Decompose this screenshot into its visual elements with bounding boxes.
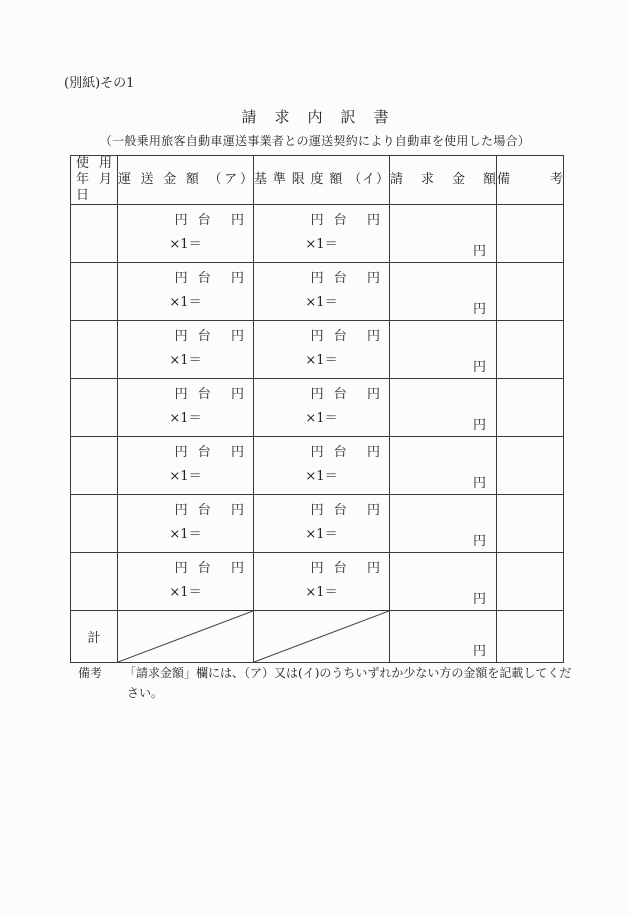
total-row (71, 611, 564, 663)
usage-date-header-line1: 使 用 (76, 156, 112, 171)
fare-units-label: 円 台 円 (174, 561, 244, 576)
document-title (0, 106, 630, 127)
claim-yen-label: 円 (472, 476, 486, 491)
fare-multiplier-label: ×1＝ (169, 585, 202, 600)
fare-units-label: 円 台 円 (174, 387, 244, 402)
remark-line1 (78, 666, 571, 680)
usage-date-cell (71, 379, 118, 437)
column-header-remarks: 備 考 (497, 156, 564, 205)
limit-amount-cell (254, 437, 390, 495)
remark-note (78, 666, 571, 701)
fare-amount-cell (118, 379, 254, 437)
column-header-fare-amount: 運 送 金 額 （ア） (118, 156, 254, 205)
remark-label: 備考 (78, 666, 103, 680)
fare-units-label: 円 台 円 (174, 271, 244, 286)
fare-units-label: 円 台 円 (174, 329, 244, 344)
diagonal-strike-line (254, 611, 389, 662)
table-row (71, 437, 564, 495)
usage-date-header-line2: 年月日 (76, 172, 112, 203)
table-row (71, 553, 564, 611)
usage-date-cell (71, 205, 118, 263)
limit-amount-cell (254, 553, 390, 611)
limit-multiplier-label: ×1＝ (305, 527, 338, 542)
claim-yen-label: 円 (472, 360, 486, 375)
fare-multiplier-label: ×1＝ (169, 527, 202, 542)
fare-multiplier-label: ×1＝ (169, 353, 202, 368)
document-title-text: 請求内訳書 (241, 108, 407, 126)
table-row (71, 379, 564, 437)
claim-amount-cell (390, 379, 497, 437)
fare-multiplier-label: ×1＝ (169, 469, 202, 484)
claim-yen-label: 円 (472, 592, 486, 607)
header-row (71, 156, 564, 205)
total-label-cell: 計 (71, 611, 118, 663)
fare-amount-cell (118, 437, 254, 495)
diagonal-strike-line (118, 611, 253, 662)
limit-multiplier-label: ×1＝ (305, 295, 338, 310)
usage-date-cell (71, 263, 118, 321)
limit-amount-cell (254, 263, 390, 321)
fare-units-label: 円 台 円 (174, 213, 244, 228)
limit-units-label: 円 台 円 (310, 503, 380, 518)
column-header-claim-amount: 請 求 金 額 (390, 156, 497, 205)
claim-amount-cell (390, 553, 497, 611)
table-row (71, 205, 564, 263)
table-row (71, 263, 564, 321)
remarks-cell (497, 553, 564, 611)
remarks-cell (497, 495, 564, 553)
limit-amount-cell (254, 379, 390, 437)
remarks-cell (497, 263, 564, 321)
usage-date-cell (71, 553, 118, 611)
limit-multiplier-label: ×1＝ (305, 237, 338, 252)
fare-amount-cell (118, 321, 254, 379)
total-claim-cell (390, 611, 497, 663)
fare-amount-cell (118, 263, 254, 321)
usage-date-cell (71, 495, 118, 553)
fare-amount-cell (118, 205, 254, 263)
total-remarks-cell (497, 611, 564, 663)
fare-amount-cell (118, 553, 254, 611)
limit-units-label: 円 台 円 (310, 387, 380, 402)
attachment-annotation: (別紙)その1 (64, 76, 135, 91)
claim-amount-cell (390, 263, 497, 321)
fare-amount-cell (118, 495, 254, 553)
table-row (71, 321, 564, 379)
limit-units-label: 円 台 円 (310, 561, 380, 576)
claim-amount-cell (390, 321, 497, 379)
claim-yen-label: 円 (472, 534, 486, 549)
total-fare-cell (118, 611, 254, 663)
table-row (71, 495, 564, 553)
limit-units-label: 円 台 円 (310, 329, 380, 344)
remark-text-line2: さい。 (127, 686, 164, 701)
usage-date-cell (71, 437, 118, 495)
claim-amount-cell (390, 495, 497, 553)
remarks-cell (497, 321, 564, 379)
limit-multiplier-label: ×1＝ (305, 411, 338, 426)
claim-yen-label: 円 (472, 418, 486, 433)
remark-text-line1: 「請求金額」欄には、（ア）又は(イ)のうちいずれか少ない方の金額を記載してくだ (124, 666, 572, 680)
usage-date-cell (71, 321, 118, 379)
fare-units-label: 円 台 円 (174, 445, 244, 460)
claim-amount-cell (390, 205, 497, 263)
billing-breakdown-table (70, 155, 564, 663)
limit-units-label: 円 台 円 (310, 213, 380, 228)
fare-multiplier-label: ×1＝ (169, 411, 202, 426)
remarks-cell (497, 437, 564, 495)
column-header-limit-amount: 基 準 限 度 額 （イ） (254, 156, 390, 205)
limit-multiplier-label: ×1＝ (305, 469, 338, 484)
limit-units-label: 円 台 円 (310, 445, 380, 460)
limit-units-label: 円 台 円 (310, 271, 380, 286)
limit-amount-cell (254, 205, 390, 263)
document-subtitle: （一般乗用旅客自動車運送事業者との運送契約により自動車を使用した場合） (99, 134, 531, 148)
claim-yen-label: 円 (472, 302, 486, 317)
claim-yen-label: 円 (472, 244, 486, 259)
limit-amount-cell (254, 321, 390, 379)
column-header-usage-date (71, 156, 118, 205)
limit-multiplier-label: ×1＝ (305, 585, 338, 600)
fare-multiplier-label: ×1＝ (169, 237, 202, 252)
remarks-cell (497, 205, 564, 263)
claim-yen-label: 円 (472, 644, 486, 659)
limit-amount-cell (254, 495, 390, 553)
total-limit-cell (254, 611, 390, 663)
claim-amount-cell (390, 437, 497, 495)
fare-multiplier-label: ×1＝ (169, 295, 202, 310)
limit-multiplier-label: ×1＝ (305, 353, 338, 368)
remarks-cell (497, 379, 564, 437)
fare-units-label: 円 台 円 (174, 503, 244, 518)
